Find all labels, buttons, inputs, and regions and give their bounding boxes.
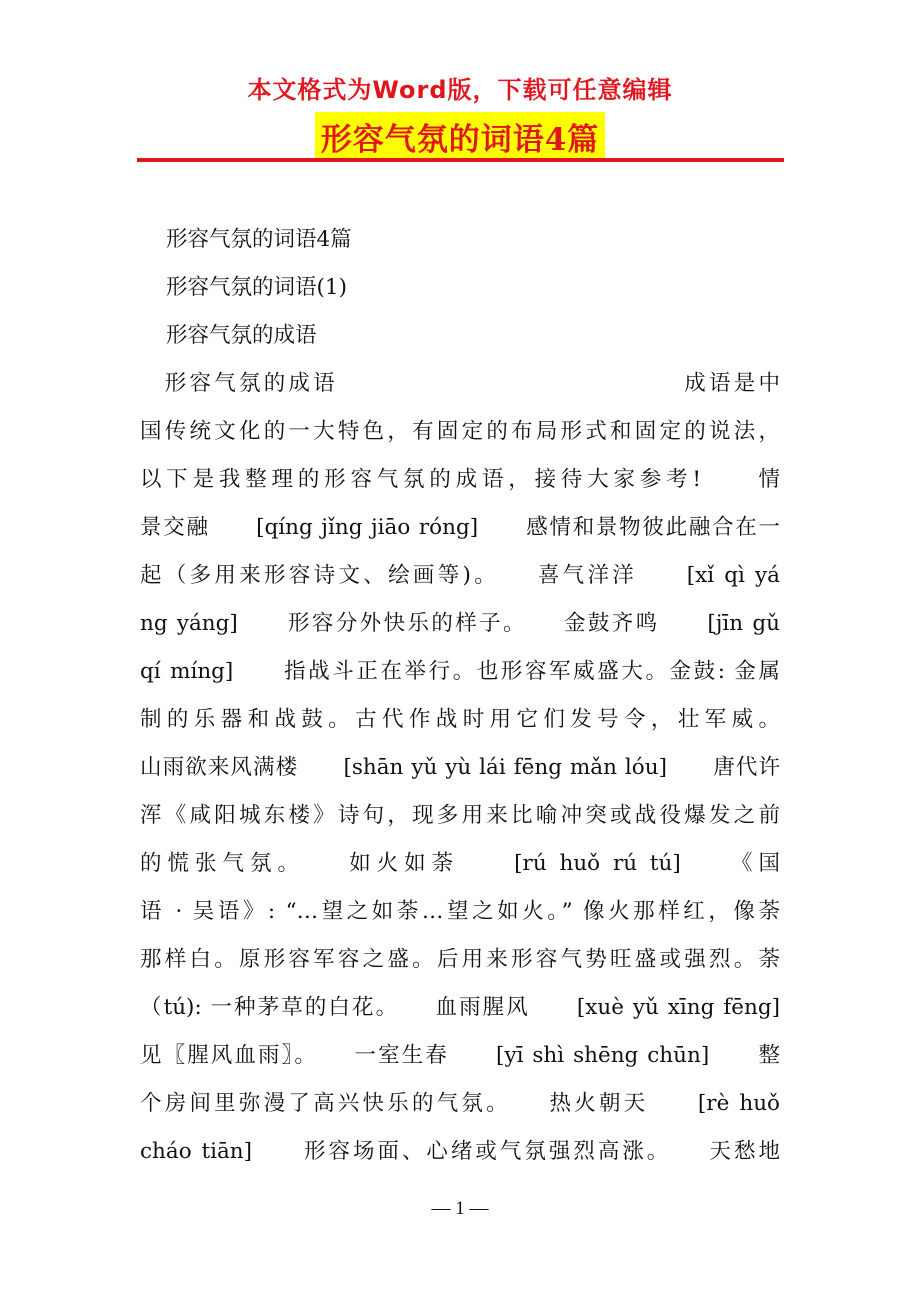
paragraph-line: 那样白。原形容军容之盛。后用来形容气势旺盛或强烈。荼 — [140, 947, 780, 972]
paragraph-line: 个房间里弥漫了高兴快乐的气氛。 热火朝天 [rè huǒ — [140, 1091, 780, 1116]
document-body — [140, 220, 780, 1180]
paragraph-line: 山雨欲来风满楼 [shān yǔ yù lái fēng mǎn lóu] 唐代许 — [140, 755, 780, 780]
body-paragraph — [140, 364, 780, 1180]
heading-line: 形容气氛的词语(1) — [166, 275, 347, 300]
paragraph-line: 形容气氛的成语 成语是中 — [140, 371, 780, 396]
download-banner: 本文格式为Word版，下载可任意编辑 — [247, 76, 673, 104]
paragraph-line: 浑《咸阳城东楼》诗句，现多用来比喻冲突或战役爆发之前 — [140, 803, 780, 828]
paragraph-line: qí míng] 指战斗正在举行。也形容军威盛大。金鼓: 金属 — [140, 659, 780, 684]
paragraph-line: 以下是我整理的形容气氛的成语，接待大家参考! 情 — [140, 467, 780, 492]
title-rule — [137, 158, 784, 162]
paragraph-line: ng yáng] 形容分外快乐的样子。 金鼓齐鸣 [jīn gǔ — [140, 611, 780, 636]
paragraph-line: 见〖腥风血雨〗。 一室生春 [yī shì shēng chūn] 整 — [140, 1043, 780, 1068]
heading-line: 形容气氛的词语4篇 — [166, 227, 352, 252]
heading-line: 形容气氛的成语 — [166, 323, 317, 348]
paragraph-line: （tú): 一种茅草的白花。 血雨腥风 [xuè yǔ xīng fēng] — [140, 995, 780, 1020]
paragraph-line: 制的乐器和战鼓。古代作战时用它们发号令，壮军威。 — [140, 707, 780, 732]
paragraph-line: 的慌张气氛。 如火如荼 [rú huǒ rú tú] 《国 — [140, 851, 780, 876]
paragraph-line: 起（多用来形容诗文、绘画等)。 喜气洋洋 [xǐ qì yá — [140, 563, 780, 588]
document-title: 形容气氛的词语4篇 — [315, 112, 606, 161]
paragraph-line: cháo tiān] 形容场面、心绪或气氛强烈高涨。 天愁地 — [140, 1139, 780, 1164]
paragraph-line: 景交融 [qíng jǐng jiāo róng] 感情和景物彼此融合在一 — [140, 515, 780, 540]
title-block — [0, 112, 920, 161]
paragraph-line: 语 · 吴语》: “…望之如荼…望之如火。” 像火那样红，像荼 — [140, 899, 780, 924]
paragraph-line: 国传统文化的一大特色，有固定的布局形式和固定的说法， — [140, 419, 780, 444]
page-number: — 1 — — [431, 1198, 489, 1219]
